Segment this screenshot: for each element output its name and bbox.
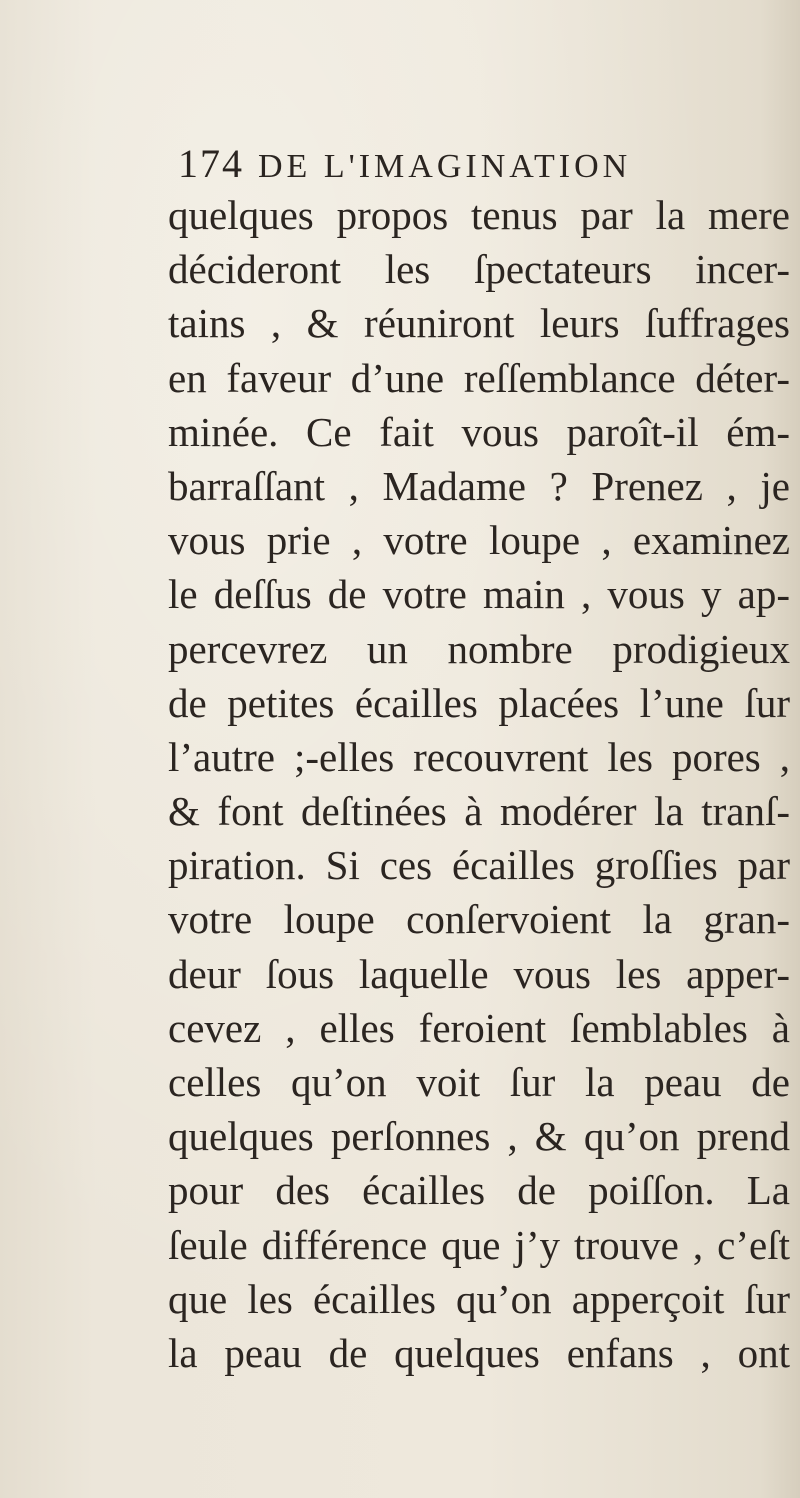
text-line: celles qu’on voit ſur la peau de [168, 1059, 790, 1105]
running-head [178, 140, 738, 188]
text-line: quelques perſonnes , & qu’on prend [168, 1113, 790, 1160]
text-line: pour des écailles de poiſſon. La [168, 1167, 790, 1214]
text-line: la peau de quelques enfans , ont [168, 1329, 790, 1376]
text-line: l’autre ;-elles recouvrent les pores , [168, 733, 790, 780]
text-line: deur ſous laquelle vous les apper- [168, 950, 790, 997]
text-line: ſeule différence que j’y trouve , c’eſt [168, 1221, 790, 1268]
text-line: votre loupe conſervoient la gran- [168, 896, 790, 943]
text-line: piration. Si ces écailles groſſies par [168, 842, 790, 889]
text-line: quelques propos tenus par la mere [168, 192, 790, 238]
text-line: barraſſant , Madame ? Prenez , je [168, 462, 790, 509]
text-line: percevrez un nombre prodigieux [168, 625, 790, 672]
page-number: 174 [178, 141, 244, 186]
text-line: vous prie , votre loupe , examinez [168, 517, 790, 564]
text-line: cevez , elles feroient ſemblables à [168, 1004, 790, 1051]
text-line: le deſſus de votre main , vous y ap- [168, 571, 790, 618]
text-line: en faveur d’une reſſemblance déter- [168, 354, 790, 401]
text-line: de petites écailles placées l’une ſur [168, 679, 790, 726]
text-line: que les écailles qu’on apperçoit ſur [168, 1275, 790, 1322]
text-line: & font deſtinées à modérer la tranſ- [168, 788, 790, 835]
running-title: DE L'IMAGINATION [258, 148, 632, 185]
body-text [168, 188, 790, 1380]
text-line: minée. Ce fait vous paroît-il ém- [168, 408, 790, 455]
text-line: décideront les ſpectateurs incer- [168, 246, 790, 293]
text-line: tains , & réuniront leurs ſuffrages [168, 300, 790, 347]
